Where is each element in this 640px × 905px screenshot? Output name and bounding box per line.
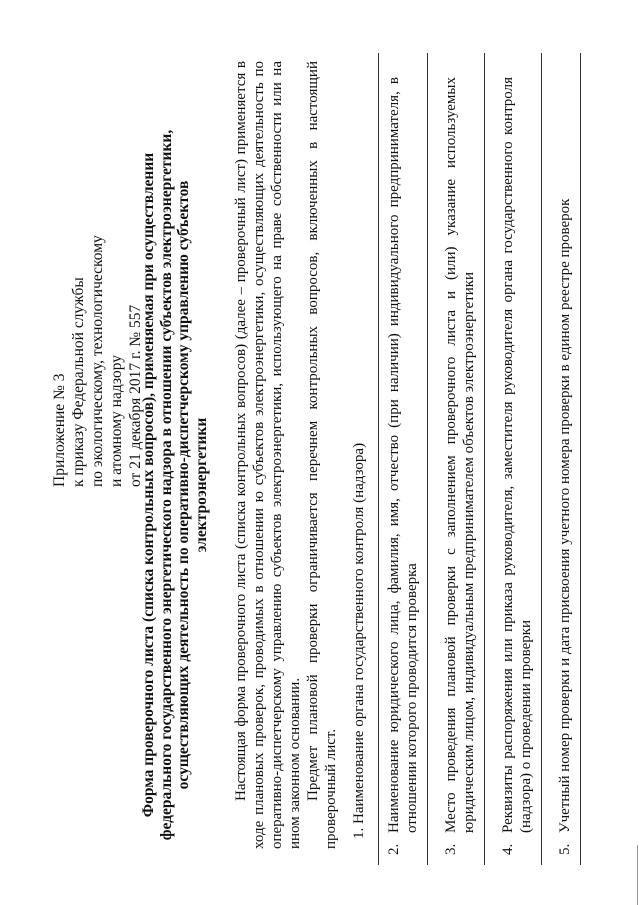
divider-line	[378, 53, 379, 865]
item-text: Место проведения плановой проверки с заполнением проверочного листа и (или) указание используемых юридическим лицом, индивидуальным предпринимателем объектов электроэнергетики	[443, 77, 477, 833]
title-line: осуществляющих деятельность по оперативно-диспетчерскому управлению субъектов	[175, 180, 192, 790]
checklist-items	[385, 53, 595, 865]
item-number: 2.	[386, 843, 402, 855]
appendix-header	[50, 127, 145, 487]
appendix-line: и атомному надзору	[108, 355, 125, 487]
intro-paragraph: Настоящая форма проверочного листа (списка контрольных вопросов) (далее – проверочный лист) применяется в ходе плановых проверок, проводимых в отношении ю субъектов электроэнергетики, осуществляющих деятельность по оперативно-диспетчерскому управлению субъектов электроэнергетики, использующего на праве собственности или на ином законном основании.	[233, 61, 303, 849]
item-text: Наименование юридического лица, фамилия, имя, отчество (при наличии) индивидуального предпринимателя, в отношении которого проводится проверка	[386, 77, 420, 833]
item-number: 5.	[557, 843, 573, 855]
item-text: Наименование органа государственного контроля (надзора)	[351, 442, 367, 824]
title-line: федерального государственного энергетического надзора в отношении субъектов электроэнергетики,	[157, 129, 175, 841]
item-number: 3.	[443, 843, 459, 855]
title-line: электроэнергетики	[192, 417, 210, 553]
item-text: Учетный номер проверки и дата присвоения учетного номера проверки в едином реестре проверок	[557, 198, 573, 833]
appendix-line: к приказу Федеральной службы	[70, 277, 87, 487]
item-1	[350, 443, 368, 839]
item-number: 4.	[500, 843, 516, 855]
intro-paragraph: Предмет плановой проверки ограничивается перечнем контрольных вопросов, включенных в настоящий проверочный лист.	[305, 61, 339, 849]
appendix-line: от 21 декабря 2017 г. № 557	[127, 304, 144, 487]
item-text: Реквизиты распоряжения или приказа руководителя, заместителя руководителя органа государственного контроля (надзора) о проведении проверки	[500, 77, 534, 833]
scan-edge-mark	[637, 845, 638, 905]
intro-text	[232, 61, 340, 849]
appendix-line: по экологическому, технологическому	[89, 235, 106, 487]
checklist-item-2	[385, 53, 428, 865]
item-number: 1.	[351, 827, 367, 839]
checklist-item-4	[499, 53, 542, 865]
title-line: Форма проверочного листа (списка контрольных вопросов), применяемая при осуществлении	[140, 152, 157, 818]
checklist-item-5	[556, 53, 581, 865]
document-title	[140, 85, 210, 885]
appendix-line: Приложение № 3	[51, 373, 68, 487]
checklist-item-3	[442, 53, 485, 865]
